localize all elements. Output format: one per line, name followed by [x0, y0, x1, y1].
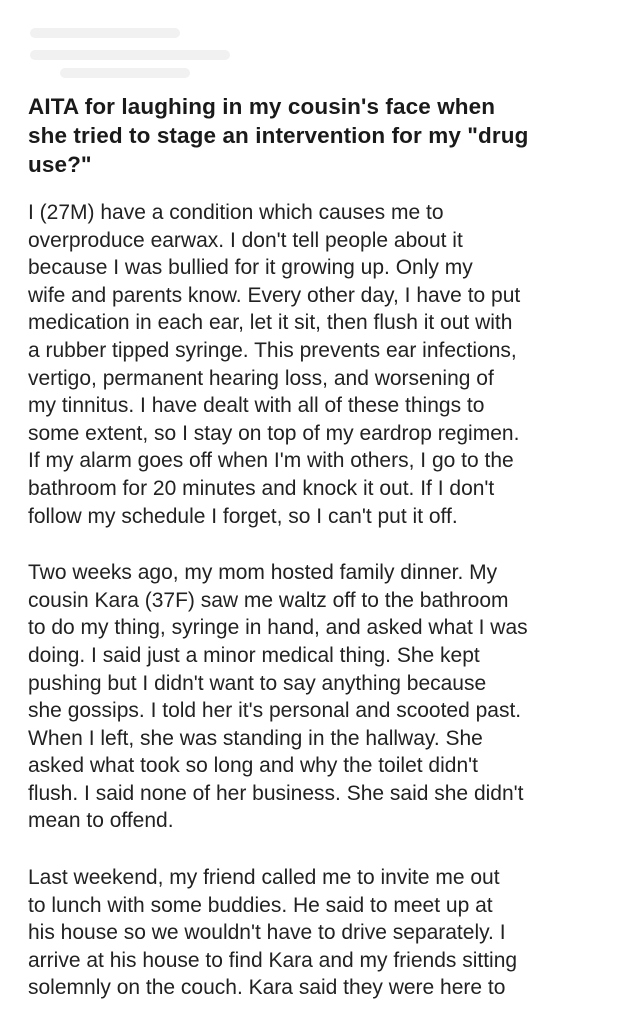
faded-header-line: [30, 28, 180, 38]
post-line: his house so we wouldn't have to drive separately. I: [28, 921, 506, 945]
post-paragraph: [28, 199, 608, 530]
post-line: because I was bullied for it growing up. Only my: [28, 256, 473, 280]
post-line: arrive at his house to find Kara and my friends sitting: [28, 948, 518, 972]
post-line: flush. I said none of her business. She said she didn't: [28, 781, 524, 805]
post-title-line: use?": [28, 152, 92, 177]
post-body: [28, 199, 608, 1002]
post-line: I (27M) have a condition which causes me to: [28, 201, 444, 224]
post-line: my tinnitus. I have dealt with all of these things to: [28, 394, 485, 418]
post-title: [28, 92, 608, 179]
post-line: overproduce earwax. I don't tell people about it: [28, 228, 463, 252]
post-paragraph: [28, 864, 608, 1002]
post-line: pushing but I didn't want to say anything because: [28, 671, 487, 695]
faded-header-line: [60, 68, 190, 78]
post-line: she gossips. I told her it's personal and scooted past.: [28, 699, 522, 723]
post-line: asked what took so long and why the toilet didn't: [28, 754, 478, 778]
post-line: follow my schedule I forget, so I can't put it off.: [28, 504, 458, 528]
post-line: to lunch with some buddies. He said to meet up at: [28, 893, 493, 917]
post-line: mean to offend.: [28, 809, 174, 833]
post-line: doing. I said just a minor medical thing. She kept: [28, 643, 480, 667]
post-line: some extent, so I stay on top of my eardrop regimen.: [28, 421, 520, 445]
faded-header: [30, 28, 250, 82]
post-title-line: AITA for laughing in my cousin's face when: [28, 94, 496, 119]
post-line: Two weeks ago, my mom hosted family dinner. My: [28, 561, 498, 585]
post-line: wife and parents know. Every other day, I have to put: [28, 283, 521, 307]
post-line: to do my thing, syringe in hand, and asked what I was: [28, 616, 528, 640]
post: [28, 92, 608, 1031]
post-line: medication in each ear, let it sit, then flush it out with: [28, 311, 513, 335]
post-title-line: she tried to stage an intervention for my "drug: [28, 123, 529, 148]
post-line: Last weekend, my friend called me to invite me out: [28, 866, 500, 890]
post-line: If my alarm goes off when I'm with others, I go to the: [28, 449, 514, 473]
post-line: solemnly on the couch. Kara said they were here to: [28, 976, 506, 1000]
faded-header-line: [30, 50, 230, 60]
post-paragraph: [28, 559, 608, 835]
post-line: a rubber tipped syringe. This prevents ear infections,: [28, 338, 517, 362]
post-line: vertigo, permanent hearing loss, and worsening of: [28, 366, 494, 390]
post-line: When I left, she was standing in the hallway. She: [28, 726, 483, 750]
post-line: bathroom for 20 minutes and knock it out. If I don't: [28, 476, 495, 500]
post-line: cousin Kara (37F) saw me waltz off to the bathroom: [28, 588, 509, 612]
